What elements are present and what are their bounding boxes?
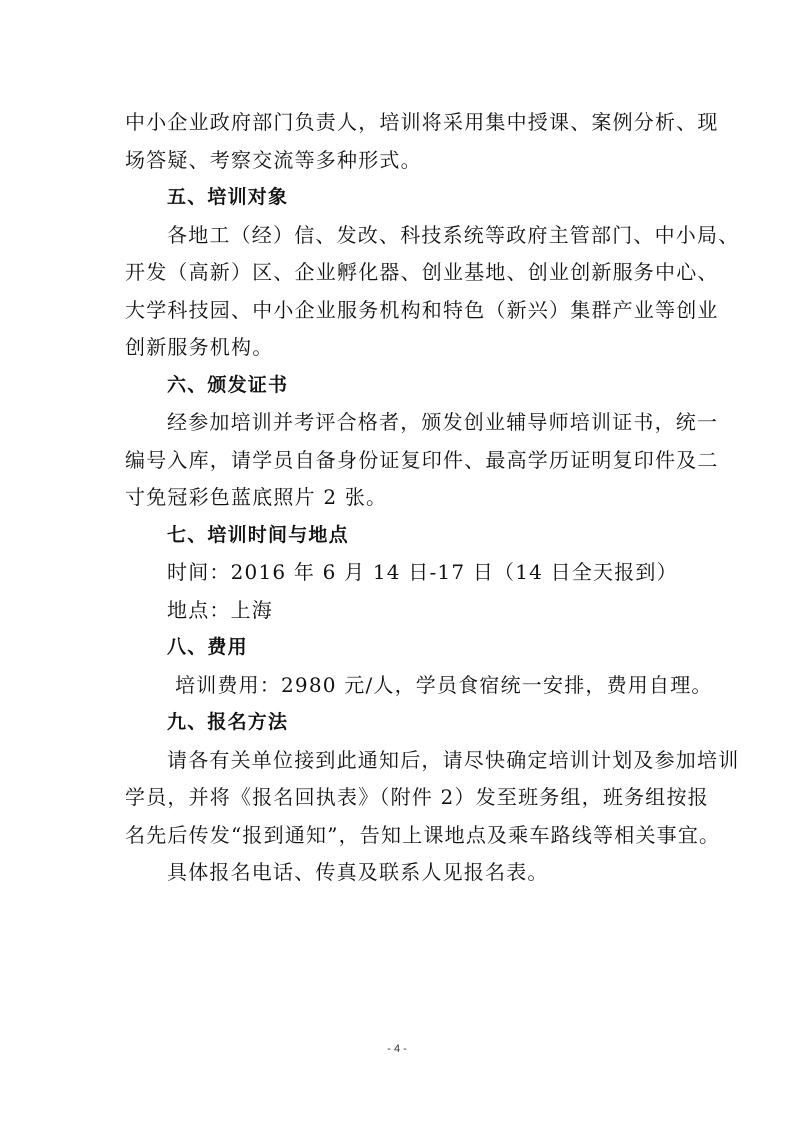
paragraph-line: 请各有关单位接到此通知后，请尽快确定培训计划及参加培训 xyxy=(167,747,740,772)
paragraph-line: 名先后传发“报到通知”，告知上课地点及乘车路线等相关事宜。 xyxy=(125,822,721,847)
paragraph-line: 场答疑、考察交流等多种形式。 xyxy=(125,147,422,172)
training-time-line: 时间：2016 年 6 月 14 日-17 日（14 日全天报到） xyxy=(167,560,678,584)
section-heading-6: 六、颁发证书 xyxy=(167,373,289,396)
paragraph-line: 中小企业政府部门负责人，培训将采用集中授课、案例分析、现 xyxy=(125,110,719,134)
paragraph-line: 大学科技园、中小企业服务机构和特色（新兴）集群产业等创业 xyxy=(125,297,719,322)
paragraph-line: 创新服务机构。 xyxy=(125,335,274,359)
section-heading-9: 九、报名方法 xyxy=(167,711,289,733)
page-number: - 4 - xyxy=(387,1043,407,1055)
training-location-line: 地点：上海 xyxy=(167,597,273,622)
section-heading-5: 五、培训对象 xyxy=(167,186,289,208)
paragraph-line: 学员，并将《报名回执表》（附件 2）发至班务组，班务组按报 xyxy=(125,785,709,809)
section-heading-8: 八、费用 xyxy=(167,636,248,658)
training-fee-line: 培训费用：2980 元/人，学员食宿统一安排，费用自理。 xyxy=(175,672,713,697)
paragraph-line: 寸免冠彩色蓝底照片 2 张。 xyxy=(125,485,388,509)
paragraph-line: 开发（高新）区、企业孵化器、创业基地、创业创新服务中心、 xyxy=(125,260,719,284)
document-body xyxy=(125,104,740,892)
paragraph-line: 各地工（经）信、发改、科技系统等政府主管部门、中小局、 xyxy=(167,222,740,247)
paragraph-line: 具体报名电话、传真及联系人见报名表。 xyxy=(167,860,549,884)
section-heading-7: 七、培训时间与地点 xyxy=(167,523,349,546)
paragraph-line: 编号入库，请学员自备身份证复印件、最高学历证明复印件及二 xyxy=(125,447,719,472)
paragraph-line: 经参加培训并考评合格者，颁发创业辅导师培训证书，统一 xyxy=(167,410,719,434)
